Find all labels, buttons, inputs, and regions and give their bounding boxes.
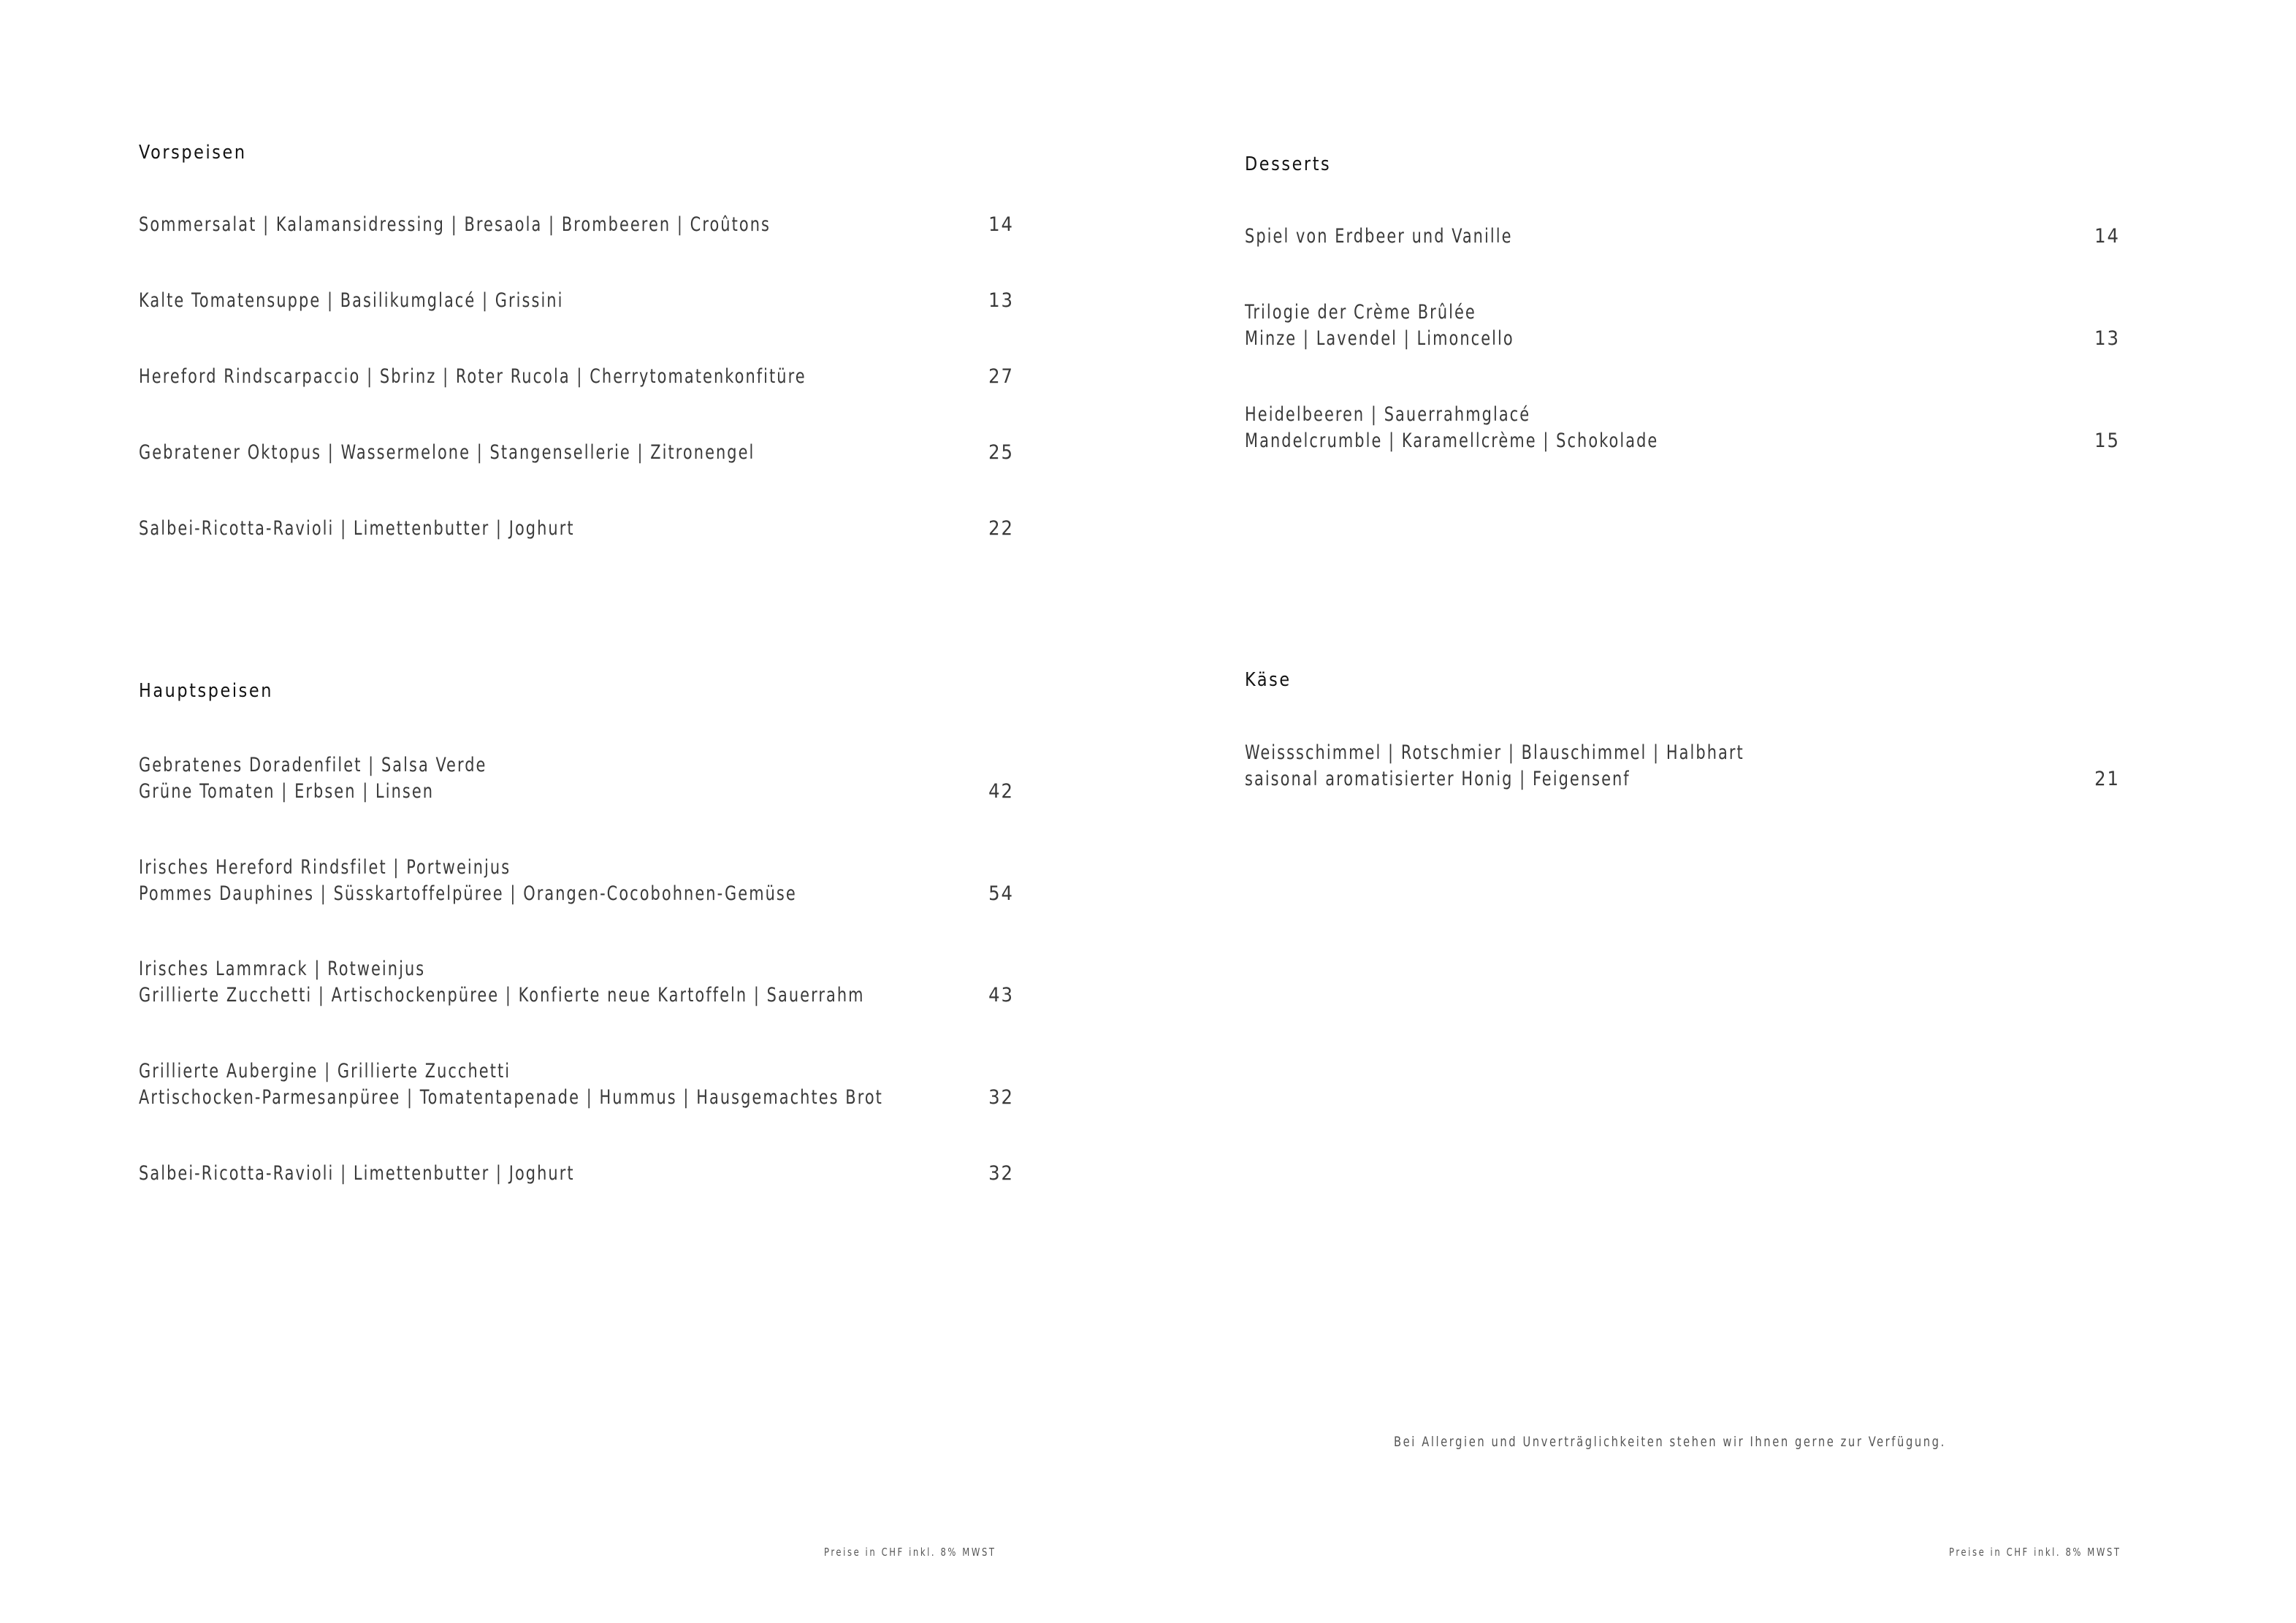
menu-item-price: 13 [988, 289, 1014, 312]
menu-item [139, 1058, 1004, 1111]
menu-item-line: Irisches Lammrack | Rotweinjus [139, 958, 426, 980]
menu-item-line: Sommersalat | Kalamansidressing | Bresaola | Brombeeren | Croûtons [139, 213, 771, 236]
allergy-note: Bei Allergien und Unverträglichkeiten stehen wir Ihnen gerne zur Verfügung. [1394, 1434, 1946, 1450]
menu-item [139, 1161, 646, 1187]
menu-item-line: Trilogie der Crème Brûlée [1245, 301, 1476, 324]
menu-item-line: Pommes Dauphines | Süsskartoffelpüree | Orangen-Cocobohnen-Gemüse [139, 882, 797, 905]
menu-item [1245, 299, 1558, 352]
menu-item-line: Weissschimmel | Rotschmier | Blauschimmel | Halbhart [1245, 741, 1744, 764]
menu-item [139, 364, 915, 390]
menu-item [139, 516, 646, 542]
menu-item [139, 752, 544, 805]
menu-item-price: 43 [988, 984, 1014, 1007]
menu-item-line: Minze | Lavendel | Limoncello [1245, 327, 1514, 350]
menu-item-line: Irisches Hereford Rindsfilet | Portweinjus [139, 856, 511, 879]
menu-item [139, 288, 633, 314]
menu-item-price: 25 [988, 441, 1014, 464]
menu-item-price: 13 [2094, 327, 2120, 350]
menu-item-line: Kalte Tomatensuppe | Basilikumglacé | Grissini [139, 289, 564, 312]
section-title-desserts: Desserts [1245, 153, 1332, 175]
menu-item-line: Heidelbeeren | Sauerrahmglacé [1245, 403, 1531, 426]
menu-item-line: Gebratenes Doradenfilet | Salsa Verde [139, 754, 487, 776]
menu-item [139, 212, 874, 238]
menu-item-line: Hereford Rindscarpaccio | Sbrinz | Roter Rucola | Cherrytomatenkonfitüre [139, 365, 806, 388]
menu-item [1245, 740, 1826, 793]
menu-item [139, 855, 904, 907]
menu-item-line: Mandelcrumble | Karamellcrème | Schokolade [1245, 429, 1659, 452]
menu-item-price: 32 [988, 1086, 1014, 1109]
menu-item-price: 27 [988, 365, 1014, 388]
menu-item-line: Salbei-Ricotta-Ravioli | Limettenbutter | Joghurt [139, 517, 575, 540]
section-title-kaese: Käse [1245, 669, 1292, 691]
menu-item-price: 42 [988, 780, 1014, 803]
menu-item-price: 22 [988, 517, 1014, 540]
menu-item-price: 15 [2094, 429, 2120, 452]
menu-item-price: 21 [2094, 768, 2120, 790]
menu-item-price: 14 [988, 213, 1014, 236]
menu-item-line: Grillierte Aubergine | Grillierte Zucchetti [139, 1060, 511, 1082]
menu-item-line: Spiel von Erdbeer und Vanille [1245, 225, 1513, 248]
menu-item-price: 54 [988, 882, 1014, 905]
menu-item-line: saisonal aromatisierter Honig | Feigensenf [1245, 768, 1631, 790]
menu-item [139, 956, 983, 1009]
price-note-left: Preise in CHF inkl. 8% MWST [824, 1546, 996, 1559]
menu-item-line: Grillierte Zucchetti | Artischockenpüree | Konfierte neue Kartoffeln | Sauerrahm [139, 984, 865, 1007]
menu-item-line: Artischocken-Parmesanpüree | Tomatentapenade | Hummus | Hausgemachtes Brot [139, 1086, 883, 1109]
menu-item [139, 440, 855, 466]
menu-item-line: Grüne Tomaten | Erbsen | Linsen [139, 780, 435, 803]
menu-item [1245, 402, 1726, 454]
section-title-vorspeisen: Vorspeisen [139, 142, 247, 164]
menu-item [1245, 224, 1556, 250]
menu-item-line: Salbei-Ricotta-Ravioli | Limettenbutter | Joghurt [139, 1162, 575, 1185]
price-note-right: Preise in CHF inkl. 8% MWST [1949, 1546, 2121, 1559]
section-title-hauptspeisen: Hauptspeisen [139, 680, 273, 702]
menu-item-price: 14 [2094, 225, 2120, 248]
menu-item-price: 32 [988, 1162, 1014, 1185]
menu-item-line: Gebratener Oktopus | Wassermelone | Stangensellerie | Zitronengel [139, 441, 755, 464]
